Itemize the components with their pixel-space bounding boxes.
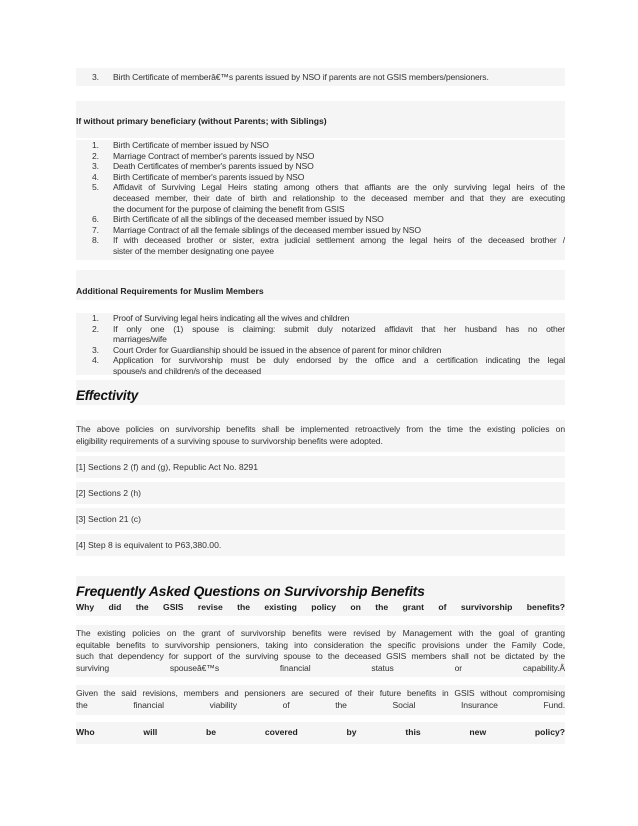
top-list-block	[76, 68, 565, 86]
footnote-ref: [1] Sections 2 (f) and (g), Republic Act No. 8291	[76, 462, 258, 472]
faq-question-block	[76, 722, 565, 744]
list-text: Death Certificates of member's parents issued by NSO	[113, 161, 314, 172]
faq-heading-block	[76, 576, 565, 616]
effectivity-para-line: The above policies on survivorship benefits shall be implemented retroactively from the time the existing policies on	[76, 424, 565, 434]
list-text: deceased member, their date of birth and relationship to the deceased member and that they are executing	[113, 192, 565, 203]
faq-answer-line: Given the said revisions, members and pensioners are secured of their future benefits in GSIS without compromising	[76, 688, 565, 698]
section-heading-block	[76, 101, 565, 138]
list-text: Affidavit of Surviving Legal Heirs stating among others that affiants are the only surviving legal heirs of the	[113, 182, 565, 193]
list-item	[76, 225, 565, 236]
list-item	[76, 72, 565, 83]
list-number: 1.	[92, 313, 99, 323]
ref-block	[76, 482, 565, 504]
list-number: 3.	[92, 344, 99, 355]
list-text: If with deceased brother or sister, extra judicial settlement among the legal heirs of the deceased brother /	[113, 235, 565, 246]
ref-block	[76, 456, 565, 478]
list-number: 1.	[92, 140, 99, 150]
faq-heading: Frequently Asked Questions on Survivorship Benefits	[76, 583, 425, 599]
list-text: Proof of Surviving legal heirs indicating all the wives and children	[113, 313, 350, 323]
effectivity-heading: Effectivity	[76, 388, 139, 403]
faq-answer-block	[76, 685, 565, 715]
list-text: Court Order for Guardianship should be issued in the absence of parent for minor children	[113, 344, 442, 355]
list-text: If only one (1) spouse is claiming: submit duly notarized affidavit that her husband has no other	[113, 323, 565, 334]
ref-block	[76, 534, 565, 556]
list-text: the document for the purpose of claiming the benefit from GSIS	[113, 203, 345, 214]
section1-list	[76, 140, 565, 257]
list-text: sister of the member designating one payee	[113, 245, 274, 256]
list-number: 5.	[92, 182, 99, 193]
list-item	[76, 355, 565, 376]
list-item	[76, 161, 565, 172]
footnote-ref: [4] Step 8 is equivalent to P63,380.00.	[76, 540, 222, 550]
list-number: 4.	[92, 171, 99, 182]
list-text: Birth Certificate of memberâ€™s parents issued by NSO if parents are not GSIS members/pensioners.	[113, 72, 489, 82]
list-text: Application for survivorship must be duly endorsed by the office and a certification indicating the legal	[113, 355, 565, 366]
faq-answer-line: such that dependency for support of the surviving spouse to the deceased GSIS members shall not be dictated by the	[76, 651, 565, 662]
footnote-ref: [2] Sections 2 (h)	[76, 488, 141, 498]
list-item	[76, 235, 565, 256]
list-text: Marriage Contract of member's parents issued by NSO	[113, 150, 315, 161]
faq-answer-line: the financial viability of the Social Insurance Fund.	[76, 699, 565, 710]
list-text: Birth Certificate of all the siblings of the deceased member issued by NSO	[113, 214, 384, 225]
faq-answer-line: The existing policies on the grant of survivorship benefits were revised by Management with the goal of granting	[76, 628, 565, 638]
list-number: 4.	[92, 355, 99, 366]
list-number: 3.	[92, 161, 99, 172]
section2-list	[76, 313, 565, 377]
list-item	[76, 172, 565, 183]
list-item	[76, 151, 565, 162]
list-number: 3.	[92, 72, 99, 82]
list-item	[76, 345, 565, 356]
list-text: Marriage Contract of all the female siblings of the deceased member issued by NSO	[113, 224, 421, 235]
list-item	[76, 313, 565, 324]
section-heading: If without primary beneficiary (without Parents; with Siblings)	[76, 116, 327, 126]
faq-answer-line: equitable benefits to survivorship pensioners, taking into consideration the specific provisions under the Family Code,	[76, 639, 565, 650]
list-number: 6.	[92, 214, 99, 225]
list-text: marriages/wife	[113, 334, 167, 345]
section1-list-block	[76, 140, 565, 260]
list-number: 8.	[92, 235, 99, 246]
list-text: Birth Certificate of member issued by NSO	[113, 140, 269, 150]
faq-question: Why did the GSIS revise the existing policy on the grant of survivorship benefits?	[76, 602, 565, 612]
section2-list-block	[76, 313, 565, 375]
list-text: Birth Certificate of member's parents issued by NSO	[113, 171, 305, 182]
effectivity-para-line: eligibility requirements of a surviving spouse to survivorship benefits were adopted.	[76, 435, 383, 446]
section-heading-block	[76, 270, 565, 300]
list-item	[76, 140, 565, 151]
section-heading: Additional Requirements for Muslim Members	[76, 286, 264, 296]
ref-block	[76, 508, 565, 530]
footnote-ref: [3] Section 21 (c)	[76, 514, 141, 524]
faq-question: Who will be covered by this new policy?	[76, 727, 565, 737]
faq-answer-line: surviving spouseâ€™s financial status or capability.Â	[76, 662, 565, 673]
effectivity-para-block	[76, 420, 565, 452]
list-text: spouse/s and children/s of the deceased	[113, 365, 261, 376]
effectivity-heading-block	[76, 380, 565, 405]
list-item	[76, 324, 565, 345]
faq-answer-block	[76, 625, 565, 677]
list-number: 2.	[92, 150, 99, 161]
list-item	[76, 214, 565, 225]
list-number: 2.	[92, 323, 99, 334]
list-number: 7.	[92, 224, 99, 235]
list-item	[76, 182, 565, 214]
